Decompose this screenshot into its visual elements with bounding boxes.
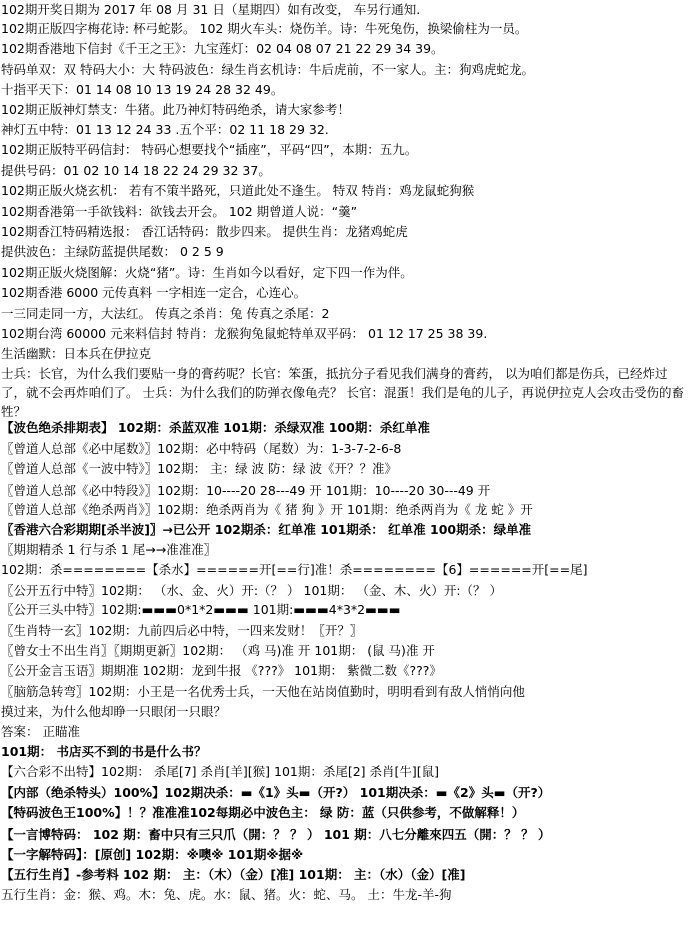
text-line: 五行生肖：金：猴、鸡。木：兔、虎。水：鼠、猪。火：蛇、马。 土：牛龙-羊-狗	[1, 887, 452, 902]
text-line: 102期正版特平码信封： 特码心想要找个“插座”，平码“四”，本期：五九。	[1, 142, 418, 157]
text-line: 【一言博特码： 102 期：畜中只有三只爪（開：？ ？ ） 101 期：八七分離來四五（開：？ ？ ）	[1, 827, 551, 842]
text-line: 〖曾道人总部《一波中特》〗102期： 主：绿 波 防：绿 波《开？？准》	[1, 461, 398, 476]
text-line: 102期香港第一手欲钱料：欲钱去开会。 102 期曾道人说：“羹”	[1, 204, 358, 219]
text-line: 〖脑筋急转弯〗102期：小王是一名优秀士兵，一天他在站岗值勤时，明明看到有敌人悄悄向他	[1, 684, 525, 699]
text-line: 102期香江特码精选报： 香江话特码：散步四来。 提供生肖：龙猪鸡蛇虎	[1, 224, 408, 239]
text-line: 提供波色：主绿防蓝提供尾数： 0 2 5 9	[1, 244, 224, 259]
text-line: 〖期期精杀 1 行与杀 1 尾→→准准准〗	[1, 542, 217, 557]
text-line: 102期正版火烧图解：火烧“猪”。诗：生肖如今以看好，定下四一作为伴。	[1, 265, 413, 280]
text-line: 特码单双：双 特码大小：大 特码波色：绿生肖玄机诗：牛后虎前，不一家人。主：狗鸡虎蛇龙。	[1, 62, 534, 77]
text-line: 〖公开五行中特〗102期： （水、金、火）开:（？ ） 101期： （金、木、火）开:（？ ）	[1, 583, 503, 598]
text-line: 102期正版四字梅花诗: 杯弓蛇影。 102 期火车头：烧伤羊。诗：牛死兔伤，换梁偷柱为一员。	[1, 21, 528, 36]
text-line: 〖香港六合彩期期[杀半波]〗→已公开 102期杀：红单准 101期杀： 红单准 100期杀：绿单准	[1, 522, 532, 537]
text-line: 〖生肖特一玄〗102期：九前四后必中特，一四来发财！〖开？〗	[1, 623, 363, 638]
text-line: 101期： 书店买不到的书是什么书？	[1, 744, 207, 759]
text-line: 【波色绝杀排期表】 102期：杀蓝双准 101期：杀绿双准 100期：杀红单准	[1, 420, 430, 435]
text-line: 【六合彩不出特】102期： 杀尾[7] 杀肖[羊][猴] 101期：杀尾[2] 杀肖[牛][鼠]	[1, 764, 440, 779]
text-line: 〖曾道人总部《必中尾数》〗102期：必中特码（尾数）为：1-3-7-2-6-8	[1, 441, 402, 456]
text-line: 102期香港地下信封《千王之王》：九宝莲灯：02 04 08 07 21 22 29 34 39。	[1, 41, 444, 56]
text-line: 一三同走同一方，大法红。 传真之杀肖：兔 传真之杀尾：2	[1, 306, 330, 321]
text-line: 答案： 正瞄准	[1, 724, 80, 739]
text-line: 生活幽默：日本兵在伊拉克	[1, 346, 152, 361]
text-line: 102期正版火烧玄机： 若有不策半路死，只道此处不逢生。 特双 特肖：鸡龙鼠蛇狗猴	[1, 183, 475, 198]
text-line: 十指平天下：01 14 08 10 13 19 24 28 32 49。	[1, 82, 284, 97]
text-line: 【内部（绝杀特头）100%】102期决杀：▬《1》头▬（开?） 101期决杀：▬《2》头▬（开?）	[1, 785, 551, 800]
text-line: 【五行生肖】-参考料 102 期： 主：（木）（金）[准] 101期： 主：（水）（金）[准]	[1, 867, 466, 882]
text-line: 102期：杀========【杀水】======开[==行]准！杀========【6】======开[==尾]	[1, 562, 588, 577]
text-line: 【特码波色王100%】！？准准准102每期必中波色主： 绿 防：蓝（只供参考，不做解释！）	[1, 805, 525, 820]
text-line: 〖曾女士不出生肖〗〖期期更新〗102期： （鸡 马)准 开 101期： (鼠 马)准 开	[1, 643, 435, 658]
text-line: 〖曾道人总部《必中特段》〗102期：10----20 28---49 开 101期：10----20 30---49 开	[1, 483, 491, 498]
text-line: 摸过来，为什么他却睁一只眼闭一只眼？	[1, 704, 227, 719]
text-line: 〖公开金言玉语〗期期准 102期：龙到牛报 《???》 101期： 紫微二数《???》	[1, 663, 442, 678]
text-line: 〖公开三头中特〗102期:▬▬▬0*1*2▬▬▬ 101期:▬▬▬4*3*2▬▬▬	[1, 602, 401, 617]
text-line: 102期台湾 60000 元来料信封 特肖：龙猴狗兔鼠蛇特单双平码： 01 12 17 25 38 39.	[1, 326, 488, 341]
text-line: 102期开奖日期为 2017 年 08 月 31 日（星期四）如有改变， 车另行通知.	[1, 2, 421, 17]
text-line: 102期正版神灯禁支：牛猪。此乃神灯特码绝杀，请大家参考！	[1, 102, 350, 117]
text-line: 〖曾道人总部《绝杀两肖》〗102期：绝杀两肖为《 猪 狗 》开 101期：绝杀两肖为《 龙 蛇 》开	[1, 502, 533, 517]
text-line: 神灯五中特：01 13 12 24 33 .五个平：02 11 18 29 32.	[1, 122, 329, 137]
text-line: 士兵：长官，为什么我们要贴一身的膏药呢？长官：笨蛋，抵抗分子看见我们满身的膏药， 以为咱们都是伤兵，已经炸过了，就不会再炸咱们了。 士兵：为什么我们的防弹衣像龟壳？ 长官：混蛋！我们是龟的儿子，再说伊拉克人会攻击受伤的畜牲？	[1, 366, 684, 419]
text-line: 102期香港 6000 元传真料 一字相连一定合，心连心。	[1, 285, 307, 300]
text-line: 提供号码：01 02 10 14 18 22 24 29 32 37。	[1, 163, 271, 178]
text-line: 【一字解特码】：[原创] 102期：※噢※ 101期※据※	[1, 847, 304, 862]
